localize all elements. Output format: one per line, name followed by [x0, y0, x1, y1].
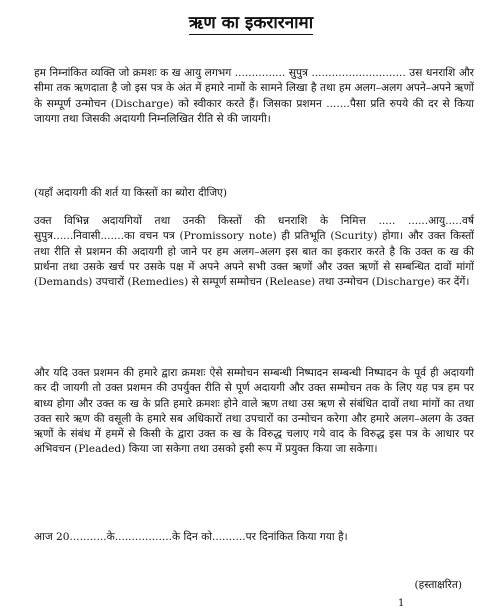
paragraph-1: हम निम्नांकित व्यक्ति जो क्रमशः क ख आयु लगभग ............... सुपुत्र ............................ उस धनराशि और सीमा तक ऋणदाता है जो इस पत्र के अंत में हमारे नामों के सामने लिखा है तथा हम अलग–अलग अपने–अपने ऋणों के सम्पूर्ण उन्मोचन (Discharge) को स्वीकार करते हैं। जिसका प्रशमन .......पैसा प्रति रुपये की दर से किया जायगा तथा जिसकी अदायगी निम्नलिखित रीति से की जायगी।: [34, 67, 474, 125]
document-title: ऋण का इकरारनामा: [188, 13, 314, 33]
page-number: 1: [398, 598, 405, 609]
paragraph-3: उक्त विभिन्न अदायगियों तथा उनकी किस्तों की धनराशि के निमित्त ..... ......आयु.....वर्ष सुपुत्र......निवासी.......का वचन पत्र (Promissory note) ही प्रतिभूति (Scurity) होगा। और उक्त किस्तों तथा रीति से प्रशमन की अदायगी हो जाने पर हम अलग–अलग इस बात का इकरार करते है कि उक्त क ख की प्रार्थना तथा उसके खर्च पर उसके पक्ष में अपने अपने सभी उक्त ऋणों और उक्त ऋणों से सम्बन्धित दावों मांगों (Demands) उपचारों (Remedies) से सम्पूर्ण सम्मोचन (Release) तथा उन्मोचन (Discharge) कर देंगें।: [34, 215, 474, 289]
paragraph-4: और यदि उक्त प्रशमन की हमारे द्वारा क्रमशः ऐसे सम्मोचन सम्बन्धी निष्पादन सम्बन्धी निष्पादन के पूर्व ही अदायगी कर दी जायगी तो उक्त प्रशमन की उपर्युक्त रीति से पूर्ण अदायगी और उक्त सम्मोचन तक के लिए यह पत्र हम पर बाध्य होगा और उक्त क ख के प्रति हमारे क्रमशः होने वाले ऋण तथा उस ऋण से संबंधित दावों तथा मांगों का तथा उक्त सारे ऋण की वसूली के हमारे सब अधिकारों तथा उपचारों का उन्मोचन करेगा और हमारे अलग–अलग के उक्त ऋणों के संबंध में हममें से किसी के द्वारा उक्त क ख के विरुद्ध चलाए गये वाद के विरुद्ध इस पत्र के आधार पर अभिवचन (Pleaded) किया जा सकेगा तथा उसको इसी रूप में प्रयुक्त किया जा सकेगा।: [34, 367, 474, 456]
paragraph-2-installment-note: (यहाँ अदायगी की शर्त या किस्तों का ब्योरा दीजिए): [34, 187, 228, 199]
paragraph-5-date-line: आज 20...........के.................के दिन को..........पर दिनांकित किया गया है।: [34, 531, 348, 543]
signature-label: (हस्ताक्षरित): [414, 579, 462, 591]
